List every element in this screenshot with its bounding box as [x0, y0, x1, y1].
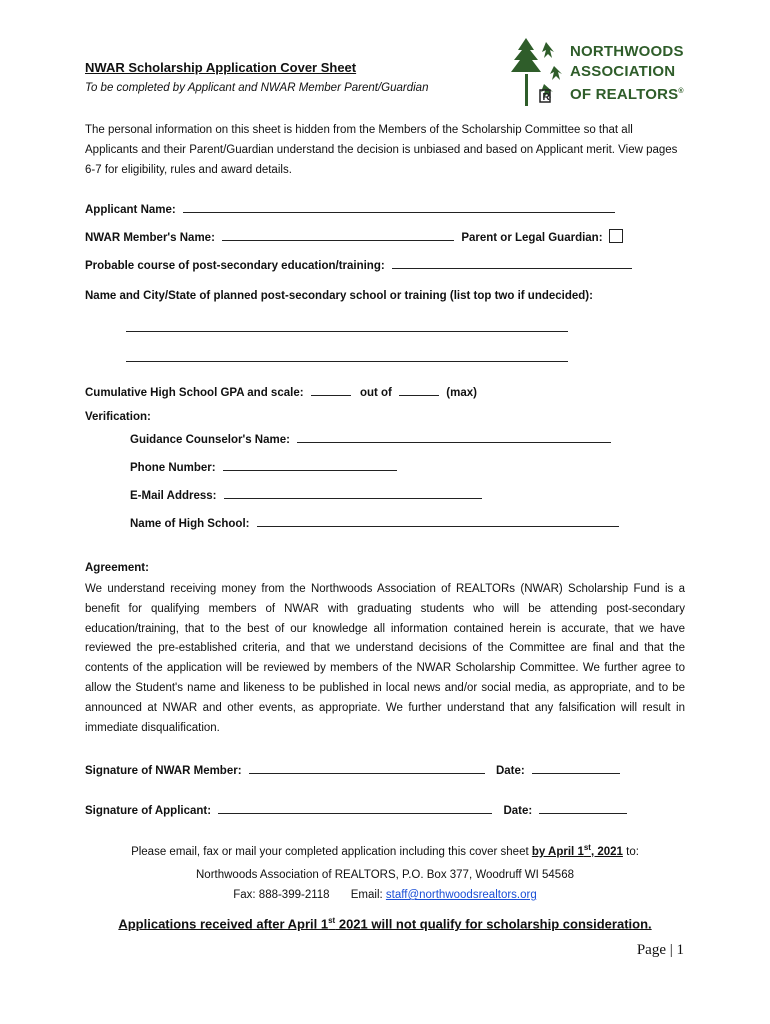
member-signature-row: [85, 762, 620, 777]
course-label: Probable course of post-secondary education/training:: [85, 260, 385, 272]
email-field[interactable]: [224, 487, 482, 499]
logo-line-3: OF REALTORS®: [570, 86, 684, 103]
member-date-label: Date:: [495, 765, 525, 777]
nwar-logo: [508, 36, 688, 108]
logo-line-1: NORTHWOODS: [570, 43, 684, 60]
svg-text:R: R: [542, 92, 550, 103]
applicant-signature-row: [85, 802, 627, 817]
phone-label: Phone Number:: [130, 462, 216, 474]
member-name-row: [85, 229, 623, 244]
guardian-checkbox[interactable]: [609, 229, 623, 243]
logo-line-2: ASSOCIATION: [570, 63, 676, 80]
gpa-out-of: out of: [359, 387, 392, 399]
agreement-text: We understand receiving money from the Northwoods Association of REALTORs (NWAR) Scholarship Fund is a benefit for qualifying members of NWAR with graduating students who will be attending post-secondary education/training, that to the best of our knowledge all information contained herein is accurate, that we have reviewed the pre-established criteria, and that we understand decisions of the Committee are final and that the contents of the application will be reviewed by members of the NWAR Scholarship Committee. We further agree to allow the Student's name and likeness to be published in local news and/or social media, as appropriate, and to be announced at NWAR and other events, as appropriate. We further understand that any falsification will result in immediate disqualification.: [85, 583, 685, 734]
guardian-label: Parent or Legal Guardian:: [461, 232, 603, 244]
applicant-name-label: Applicant Name:: [85, 204, 176, 216]
applicant-signature-label: Signature of Applicant:: [85, 805, 212, 817]
email-label-contact: Email:: [350, 889, 383, 901]
deadline-warning: Applications received after April 1st 2021 will not qualify for scholarship consideration.: [118, 916, 652, 932]
email-label: E-Mail Address:: [130, 490, 217, 502]
high-school-field[interactable]: [257, 515, 619, 527]
gpa-max: (max): [446, 387, 477, 399]
page-number: Page | 1: [636, 942, 684, 958]
gpa-row: [85, 384, 477, 399]
deadline-text: by April 1st, 2021: [531, 843, 623, 858]
page-subtitle: To be completed by Applicant and NWAR Member Parent/Guardian: [85, 82, 429, 94]
phone-row: [130, 459, 397, 474]
submission-instruction: Please email, fax or mail your completed application including this cover sheet by April 1st, 2021 to:: [131, 843, 639, 858]
contact-row: [0, 889, 770, 901]
school-label: Name and City/State of planned post-secondary school or training (list top two if undecided):: [85, 290, 593, 302]
member-signature-field[interactable]: [249, 762, 485, 774]
gpa-label: Cumulative High School GPA and scale:: [85, 387, 304, 399]
phone-field[interactable]: [223, 459, 397, 471]
gpa-scale-field[interactable]: [399, 384, 439, 396]
verification-heading: Verification:: [85, 411, 151, 423]
applicant-date-label: Date:: [503, 805, 533, 817]
fax-number: Fax: 888-399-2118: [233, 889, 330, 901]
email-link[interactable]: staff@northwoodsrealtors.org: [385, 889, 537, 901]
page-title: NWAR Scholarship Application Cover Sheet: [85, 60, 357, 75]
course-row: [85, 257, 632, 272]
intro-paragraph: The personal information on this sheet is hidden from the Members of the Scholarship Committee so that all Applicants and their Parent/Guardian understand the decision is unbiased and based on Applicant merit. View pages 6-7 for eligibility, rules and award details.: [85, 124, 678, 176]
agreement-heading: Agreement:: [85, 562, 149, 574]
counselor-field[interactable]: [297, 431, 611, 443]
mailing-address: Northwoods Association of REALTORS, P.O. Box 377, Woodruff WI 54568: [196, 869, 574, 881]
applicant-name-row: [85, 201, 615, 216]
school-field-1[interactable]: [126, 320, 568, 332]
high-school-label: Name of High School:: [130, 518, 250, 530]
member-date-field[interactable]: [532, 762, 620, 774]
member-signature-label: Signature of NWAR Member:: [85, 765, 242, 777]
gpa-field[interactable]: [311, 384, 351, 396]
applicant-name-field[interactable]: [183, 201, 615, 213]
email-row: [130, 487, 482, 502]
applicant-signature-field[interactable]: [218, 802, 492, 814]
high-school-row: [130, 515, 619, 530]
course-field[interactable]: [392, 257, 632, 269]
pine-tree-icon: [508, 36, 566, 108]
school-field-2[interactable]: [126, 350, 568, 362]
counselor-label: Guidance Counselor's Name:: [130, 434, 290, 446]
member-name-label: NWAR Member's Name:: [85, 232, 215, 244]
applicant-date-field[interactable]: [539, 802, 627, 814]
counselor-row: [130, 431, 611, 446]
member-name-field[interactable]: [222, 229, 454, 241]
